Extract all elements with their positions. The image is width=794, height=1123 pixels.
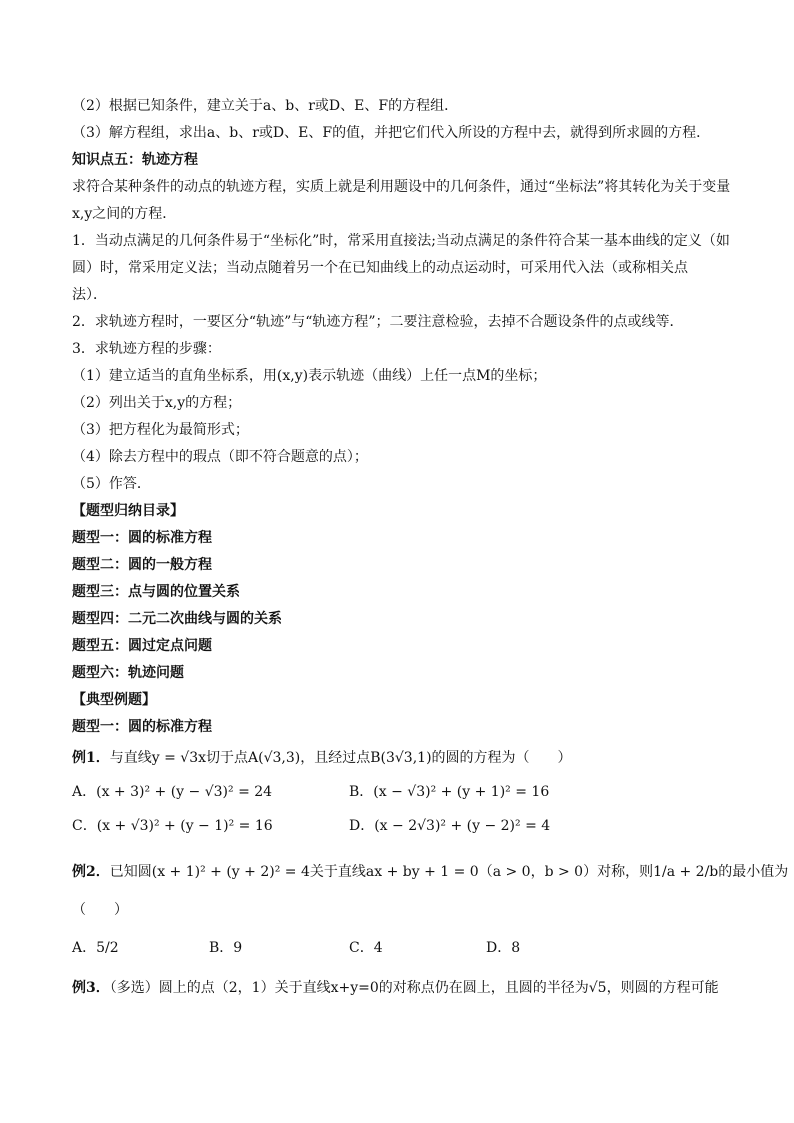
catalog-item: 题型二：圆的一般方程 [72,557,212,573]
text-line: x,y之间的方程． [72,206,177,222]
option-c: C．(x + √3)² + (y − 1)² = 16 [72,818,273,834]
example-text: （多选）圆上的点（2，1）关于直线x+y=0的对称点仍在圆上，且圆的半径为√5，则圆的方程可能 [109,980,719,996]
text-line: （1）建立适当的直角坐标系，用(x,y)表示轨迹（曲线）上任一点M的坐标； [72,368,547,384]
text-line: （5）作答． [72,476,151,492]
example-label: 例2． [72,864,110,880]
catalog-item: 题型五：圆过定点问题 [72,638,212,654]
text-line: 2．求轨迹方程时，一要区分“轨迹”与“轨迹方程”；二要注意检验，去掉不合题设条件的点或线等． [72,314,684,330]
example-label: 例3． [72,980,110,996]
example-3-stem [72,978,719,998]
catalog-item: 题型一：圆的标准方程 [72,530,212,546]
catalog-heading: 【题型归纳目录】 [72,503,184,519]
option-d: D．8 [486,940,521,956]
text-line: 3．求轨迹方程的步骤： [72,341,221,357]
option-c: C．4 [349,940,383,956]
option-d: D．(x − 2√3)² + (y − 2)² = 4 [349,818,551,834]
answer-paren: （ ） [72,902,128,918]
examples-heading: 【典型例题】 [72,692,156,708]
text-line: （3）把方程化为最简形式； [72,422,249,438]
example-label: 例1． [72,750,110,766]
section-heading: 知识点五：轨迹方程 [72,152,198,168]
text-line: （2）列出关于x,y的方程； [72,395,242,411]
catalog-item: 题型三：点与圆的位置关系 [72,584,240,600]
text-line: （2）根据已知条件，建立关于a、b、r或D、E、F的方程组． [72,98,459,114]
text-line: 1．当动点满足的几何条件易于“坐标化”时，常采用直接法;当动点满足的条件符合某一基本曲线的定义（如 [72,233,730,249]
text-line: 圆）时，常采用定义法；当动点随着另一个在已知曲线上的动点运动时，可采用代入法（或称相关点 [72,260,688,276]
text-line: 求符合某种条件的动点的轨迹方程，实质上就是利用题设中的几何条件，通过“坐标法”将其转化为关于变量 [72,179,731,195]
option-b: B．9 [209,940,243,956]
text-line: 法）． [72,287,107,303]
option-a: A．5/2 [72,940,119,956]
example-2-stem [72,862,788,882]
catalog-item: 题型四：二元二次曲线与圆的关系 [72,611,282,627]
section-heading: 题型一：圆的标准方程 [72,719,212,735]
text-line: （3）解方程组，求出a、b、r或D、E、F的值，并把它们代入所设的方程中去，就得到所求圆的方程． [72,125,711,141]
example-text: 与直线y = √3x切于点A(√3,3)，且经过点B(3√3,1)的圆的方程为（ ） [109,750,572,766]
option-a: A．(x + 3)² + (y − √3)² = 24 [72,784,273,800]
option-b: B．(x − √3)² + (y + 1)² = 16 [349,784,550,800]
example-1-stem [72,748,572,768]
text-line: （4）除去方程中的瑕点（即不符合题意的点）； [72,449,368,465]
catalog-item: 题型六：轨迹问题 [72,665,184,681]
example-text: 已知圆(x + 1)² + (y + 2)² = 4关于直线ax + by + 1 = 0（a > 0，b > 0）对称，则1/a + 2/b的最小值为 [109,864,789,880]
